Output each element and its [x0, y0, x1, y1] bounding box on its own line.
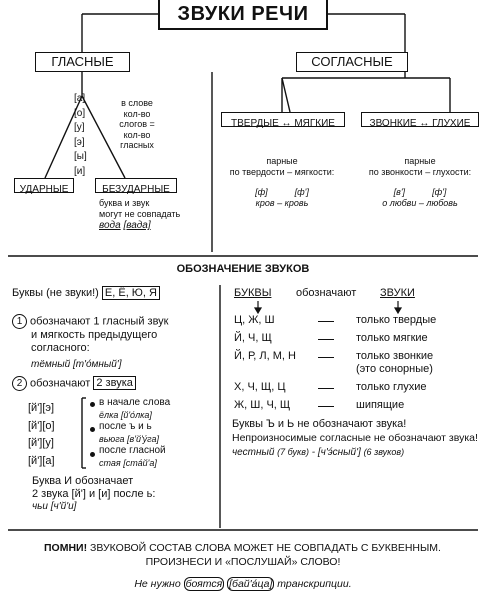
- yot-cases: в начале слова ёлка [й'о́лка] после ъ и ь вьюга [в'й'у́га] после гласной стая [ста́й'а]: [99, 397, 171, 468]
- syllable-note: в слове кол-во слогов = кол-во гласных: [119, 98, 155, 150]
- yot-pairs: [й'][э] [й'][о] [й'][у] [й'][а]: [28, 402, 55, 467]
- table-header-sounds: ЗВУКИ: [380, 287, 415, 299]
- row-3-dash: [318, 357, 334, 358]
- row-5-dash: [318, 406, 334, 407]
- footer-line-2: ПРОИЗНЕСИ И «ПОСЛУШАЙ» СЛОВО!: [145, 556, 341, 568]
- footer-line-1: ПОМНИ! ЗВУКОВОЙ СОСТАВ СЛОВА МОЖЕТ НЕ СОВПАДАТЬ С БУКВЕННЫМ.: [44, 542, 441, 554]
- table-row-4-sounds: только глухие: [356, 381, 427, 393]
- table-header-denote: обозначают: [296, 287, 357, 299]
- table-header-letters: БУКВЫ: [234, 287, 272, 299]
- table-row-2-letters: Й, Ч, Щ: [234, 332, 272, 344]
- letters-intro: Буквы (не звуки!) Е, Ё, Ю, Я: [12, 287, 160, 300]
- table-row-3-letters: Й, Р, Л, М, Н: [234, 350, 296, 362]
- stressed-box: УДАРНЫЕ: [14, 178, 74, 193]
- silent-example: честный (7 букв) - [ч'э́сный'] (6 звуков): [232, 447, 405, 458]
- unstressed-box: БЕЗУДАРНЫЕ: [95, 178, 177, 193]
- hard-soft-box: ТВЕРДЫЕ ↔ МЯГКИЕ: [221, 112, 345, 127]
- item-1: 1 обозначают 1 гласный звук и мягкость предыдущего согласного: тёмный [т'о́мный']: [12, 314, 168, 371]
- vowel-sounds-list: [а] [о] [у] [э] [ы] [и]: [74, 93, 87, 177]
- table-row-1-sounds: только твердые: [356, 314, 437, 326]
- table-row-2-sounds: только мягкие: [356, 332, 428, 344]
- footer-line-3: Не нужно боятся [бай'а́ца] транскрипции.: [134, 578, 352, 590]
- page-title: ЗВУКИ РЕЧИ: [158, 0, 328, 30]
- row-1-dash: [318, 321, 334, 322]
- silent-consonants-note: Непроизносимые согласные не обозначают звука!: [232, 432, 478, 444]
- section-title: ОБОЗНАЧЕНИЕ ЗВУКОВ: [176, 263, 310, 275]
- unstressed-note: буква и звук могут не совпадать вода [вада]: [99, 198, 181, 231]
- letter-i-note: Буква И обозначает 2 звука [й'] и [и] после ь: чьи [ч'й'и]: [32, 475, 156, 512]
- sonorant-note: (это сонорные): [356, 363, 433, 375]
- hard-soft-note: парные по твердости – мягкости: [ф] [ф'] кров – кровь: [229, 156, 335, 208]
- vowels-box: ГЛАСНЫЕ: [35, 52, 130, 72]
- table-row-3-sounds: только звонкие: [356, 350, 434, 362]
- consonants-box: СОГЛАСНЫЕ: [296, 52, 408, 72]
- table-row-4-letters: Х, Ч, Щ, Ц: [234, 381, 286, 393]
- bullet-2: [90, 427, 95, 432]
- table-row-1-letters: Ц, Ж, Ш: [234, 314, 275, 326]
- voiced-voiceless-note: парные по звонкости – глухости: [в'] [ф'] о любви – любовь: [368, 156, 472, 208]
- bullet-1: [90, 402, 95, 407]
- row-2-dash: [318, 339, 334, 340]
- voiced-voiceless-box: ЗВОНКИЕ ↔ ГЛУХИЕ: [361, 112, 479, 127]
- bullet-3: [90, 452, 95, 457]
- item-2: 2 обозначают 2 звука: [12, 376, 136, 391]
- hard-soft-signs-note: Буквы Ъ и Ь не обозначают звука!: [232, 418, 407, 430]
- table-row-5-letters: Ж, Ш, Ч, Щ: [234, 399, 291, 411]
- row-4-dash: [318, 388, 334, 389]
- table-row-5-sounds: шипящие: [356, 399, 405, 411]
